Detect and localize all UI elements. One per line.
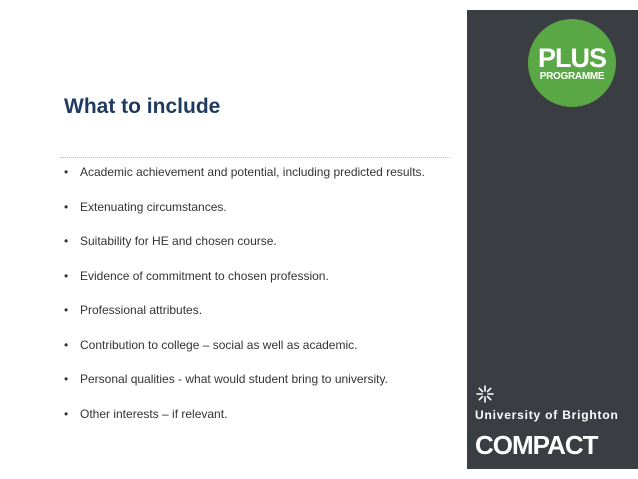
bullet-icon: • [64,234,69,248]
list-item [64,300,425,335]
bullet-text: Contribution to college – social as well as academic. [80,337,358,352]
bullet-icon: • [64,303,69,317]
plus-programme-badge [528,19,616,107]
bullet-icon: • [64,372,69,386]
bullet-text: Personal qualities - what would student bring to university. [80,372,388,386]
bullet-icon: • [64,165,69,179]
bullet-icon: • [64,268,69,283]
bullet-text: Extenuating circumstances. [80,199,227,214]
bullet-text: Other interests – if relevant. [80,406,228,421]
university-name: University of Brighton [475,408,619,422]
list-item [64,404,425,439]
compact-logo-text: COMPACT [475,430,598,460]
list-item [64,335,425,370]
badge-subtitle: PROGRAMME [539,70,605,82]
star-burst-icon [475,384,495,404]
list-item [64,369,425,404]
bullet-icon: • [64,337,69,352]
list-item [64,162,425,197]
title-divider [60,157,450,158]
bullet-text: Academic achievement and potential, including predicted results. [80,165,425,179]
list-item [64,231,425,266]
bullet-list [64,162,425,438]
bullet-text: Professional attributes. [80,303,203,317]
bullet-text: Evidence of commitment to chosen profession. [80,268,329,283]
bullet-icon: • [64,199,69,214]
slide-title: What to include [64,95,221,118]
list-item [64,266,425,301]
list-item [64,197,425,232]
bullet-icon: • [64,406,69,421]
bullet-text: Suitability for HE and chosen course. [80,234,277,248]
badge-word: PLUS [537,42,606,73]
